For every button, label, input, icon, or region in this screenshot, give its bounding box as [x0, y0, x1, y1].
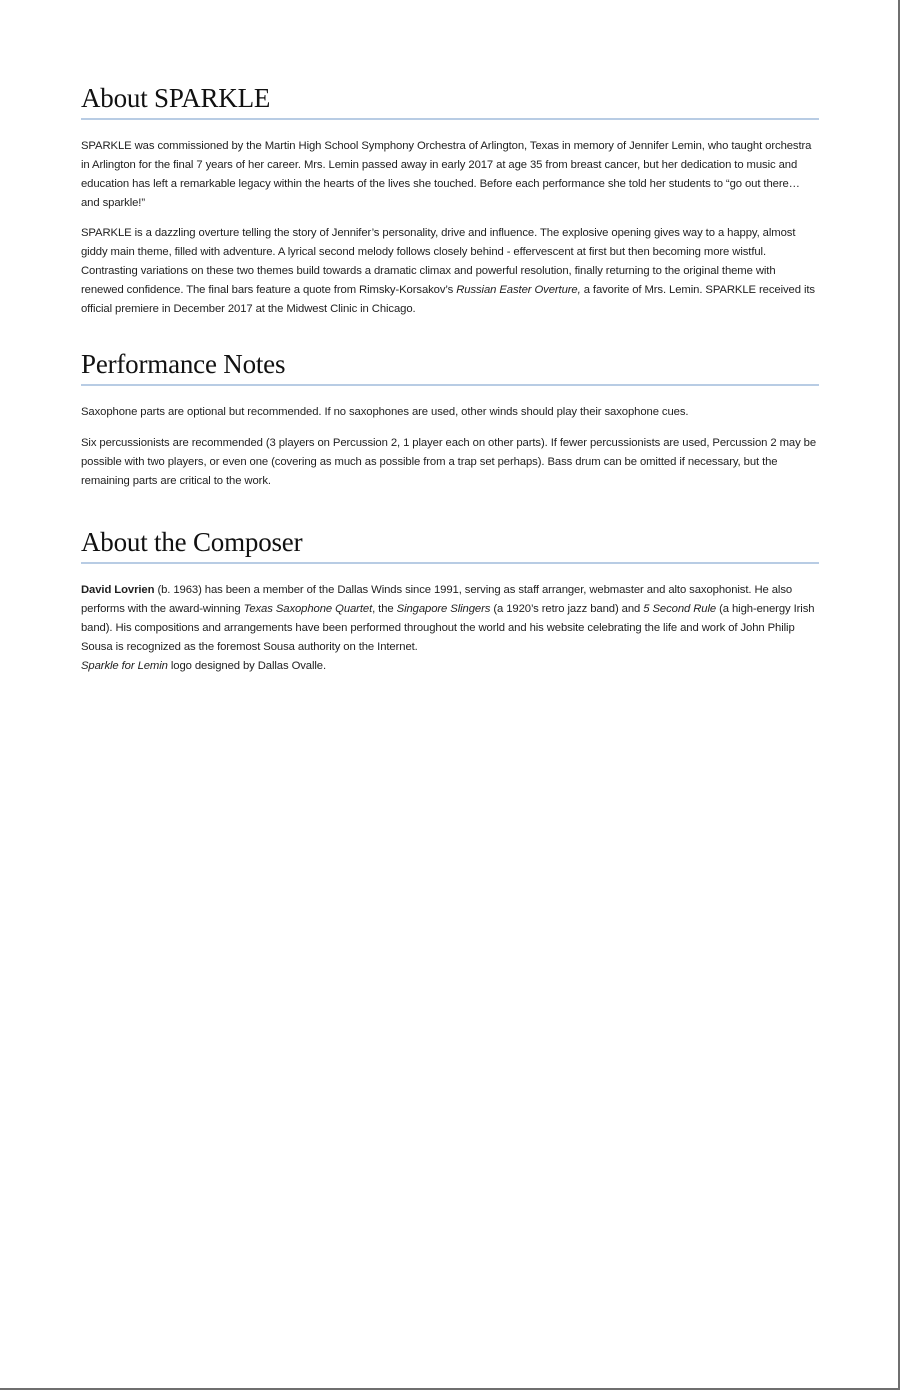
about-paragraph-2-text-b: a favorite of Mrs. Lemin. SPARKLE received its official premiere in December 2017 at the Midwest Clinic in Chicago.: [81, 284, 815, 315]
performance-notes-section: [81, 348, 819, 491]
russian-easter-overture-title: Russian Easter Overture,: [456, 284, 581, 296]
document-page: [81, 82, 819, 676]
about-paragraph-1: SPARKLE was commissioned by the Martin High School Symphony Orchestra of Arlington, Texas in memory of Jennifer Lemin, who taught orchestra in Arlington for the final 7 years of her career. Mrs. Lemin passed away in early 2017 at age 35 from breast cancer, but her dedication to music and education has left a remarkable legacy within the hearts of the lives she touched. Before each performance she told her students to “go out there… and sparkle!”: [81, 140, 812, 209]
singapore-slingers: Singapore Slingers: [396, 603, 491, 615]
logo-credit-text: logo designed by Dallas Ovalle.: [167, 660, 327, 672]
logo-credit: [81, 657, 819, 676]
performance-paragraph-1: Saxophone parts are optional but recommended. If no saxophones are used, other winds should play their saxophone cues.: [81, 406, 689, 418]
about-paragraph-2-text-a: SPARKLE is a dazzling overture telling the story of Jennifer’s personality, drive and influence. The explosive opening gives way to a happy, almost giddy main theme, filled with adventure. A lyrical second melody follows closely behind - effervescent at first but then becoming more wistful. Contrasting variations on these two themes build towards a dramatic climax and powerful resolution, finally returning to the original theme with renewed confidence. The final bars feature a quote from Rimsky-Korsakov’s: [81, 227, 796, 296]
texas-saxophone-quartet: Texas Saxophone Quartet: [243, 603, 373, 615]
about-sparkle-section: [81, 82, 819, 319]
about-composer-heading: About the Composer: [81, 526, 819, 564]
composer-text-3: (a 1920’s retro jazz band) and: [490, 603, 644, 615]
about-composer-section: [81, 526, 819, 657]
performance-notes-heading: Performance Notes: [81, 348, 819, 386]
composer-text-1: (b. 1963) has been a member of the Dallas Winds since 1991, serving as staff arranger, webmaster and alto saxophonist. He also performs with the award-winning: [81, 584, 793, 615]
composer-name: David Lovrien: [81, 584, 155, 596]
performance-paragraph-2: Six percussionists are recommended (3 players on Percussion 2, 1 player each on other parts). If fewer percussionists are used, Percussion 2 may be possible with two players, or even one (covering as much as possible from a trap set perhaps). Bass drum can be omitted if necessary, but the remaining parts are critical to the work.: [81, 437, 817, 487]
five-second-rule: 5 Second Rule: [643, 603, 717, 615]
about-paragraph-2: [81, 224, 819, 319]
logo-credit-title: Sparkle for Lemin: [81, 660, 168, 672]
about-sparkle-heading: About SPARKLE: [81, 82, 819, 120]
composer-text-2: , the: [372, 603, 397, 615]
composer-text-4: (a high-energy Irish band). His compositions and arrangements have been performed throughout the world and his website celebrating the life and work of John Philip Sousa is recognized as the foremost Sousa authority on the Internet.: [81, 603, 815, 653]
composer-paragraph: [81, 581, 819, 657]
